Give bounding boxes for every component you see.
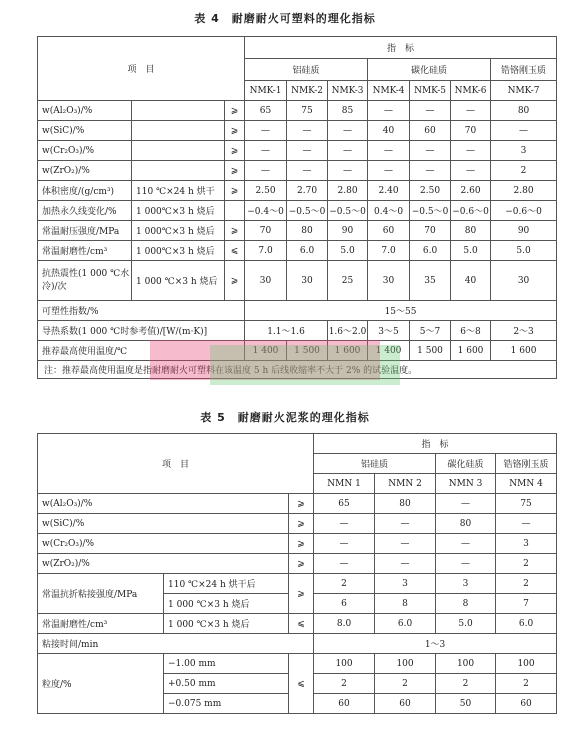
row-item: w(Al₂O₃)/% bbox=[38, 101, 132, 121]
row-value: — bbox=[436, 534, 496, 554]
table4-code: NMK-7 bbox=[491, 81, 557, 101]
row-value: 2.40 bbox=[368, 181, 410, 201]
row-symbol: ⩾ bbox=[225, 221, 245, 241]
table5-title: 表 5 耐磨耐火泥浆的理化指标 bbox=[200, 411, 370, 424]
row-value: 8 bbox=[375, 594, 436, 614]
row-item: 常温耐压强度/MPa bbox=[38, 221, 132, 241]
row-value: 3 bbox=[375, 574, 436, 594]
row-value: — bbox=[245, 121, 287, 141]
row-value: 3～5 bbox=[368, 321, 410, 341]
table-row bbox=[38, 654, 557, 674]
row-item: w(ZrO₂)/% bbox=[38, 161, 132, 181]
row-value: 5～7 bbox=[410, 321, 451, 341]
row-item: 粒度/% bbox=[38, 654, 164, 714]
table-row bbox=[38, 574, 557, 594]
row-value: 60 bbox=[314, 694, 375, 714]
row-condition bbox=[132, 161, 225, 181]
row-value: 75 bbox=[287, 101, 328, 121]
row-value: — bbox=[368, 161, 410, 181]
row-value: 6～8 bbox=[451, 321, 491, 341]
row-value: −0.6～0 bbox=[491, 201, 557, 221]
row-value: 8 bbox=[436, 594, 496, 614]
row-value: −0.6～0 bbox=[451, 201, 491, 221]
row-value: 1.6～2.0 bbox=[328, 321, 368, 341]
row-value: — bbox=[328, 161, 368, 181]
row-value: 75 bbox=[496, 494, 557, 514]
row-value: 7.0 bbox=[245, 241, 287, 261]
row-item: 常温耐磨性/cm³ bbox=[38, 241, 132, 261]
table4-code: NMK-6 bbox=[451, 81, 491, 101]
table-row bbox=[38, 554, 557, 574]
row-value: — bbox=[328, 121, 368, 141]
row-condition bbox=[132, 101, 225, 121]
row-value: 1.1～1.6 bbox=[245, 321, 328, 341]
row-value: — bbox=[368, 141, 410, 161]
row-value: 7.0 bbox=[368, 241, 410, 261]
table4-body bbox=[38, 101, 557, 261]
row-item: w(ZrO₂)/% bbox=[38, 554, 289, 574]
row-value: 1 600 bbox=[491, 341, 557, 361]
row-value: −0.4～0 bbox=[245, 201, 287, 221]
table-row bbox=[38, 614, 557, 634]
row-value: — bbox=[410, 101, 451, 121]
row-item: 推荐最高使用温度/℃ bbox=[38, 341, 245, 361]
row-value: 65 bbox=[314, 494, 375, 514]
table-row bbox=[38, 634, 557, 654]
table4-group-sic: 碳化硅质 bbox=[368, 59, 491, 81]
table4-group-zrcr: 锆铬刚玉质 bbox=[491, 59, 557, 81]
row-value: 6 bbox=[314, 594, 375, 614]
row-value: 60 bbox=[375, 694, 436, 714]
row-condition: 1 000℃×3 h 烧后 bbox=[132, 241, 225, 261]
row-item: 抗热震性(1 000 ℃水冷)/次 bbox=[38, 261, 132, 301]
row-symbol: ⩾ bbox=[289, 514, 314, 534]
table4-code: NMK-2 bbox=[287, 81, 328, 101]
row-item: 粘接时间/min bbox=[38, 634, 314, 654]
row-value: 5.0 bbox=[491, 241, 557, 261]
table4-note: 注：推荐最高使用温度是指耐磨耐火可塑料在该温度 5 h 后线收缩率不大于 2% 的试验温度。 bbox=[38, 361, 557, 379]
row-condition: 1 000 ℃×3 h 烧后 bbox=[132, 261, 225, 301]
table4-group-alsi: 铝硅质 bbox=[245, 59, 368, 81]
row-symbol: ⩾ bbox=[225, 261, 245, 301]
row-condition: 110 ℃×24 h 烘干 bbox=[132, 181, 225, 201]
row-condition: 1 000 ℃×3 h 烧后 bbox=[164, 614, 289, 634]
row-symbol: ⩽ bbox=[225, 241, 245, 261]
row-value: 2.70 bbox=[287, 181, 328, 201]
table-row bbox=[38, 241, 557, 261]
row-item: w(Cr₂O₃)/% bbox=[38, 141, 132, 161]
table5-group-alsi: 铝硅质 bbox=[314, 454, 436, 474]
row-symbol: ⩾ bbox=[225, 101, 245, 121]
row-item: 可塑性指数/% bbox=[38, 301, 245, 321]
row-value: 6.0 bbox=[496, 614, 557, 634]
row-value: — bbox=[375, 514, 436, 534]
row-value: 25 bbox=[328, 261, 368, 301]
table4-code: NMK-5 bbox=[410, 81, 451, 101]
table5-code: NMN 1 bbox=[314, 474, 375, 494]
row-value: — bbox=[451, 141, 491, 161]
table-row bbox=[38, 534, 557, 554]
row-item: 加热永久线变化/% bbox=[38, 201, 132, 221]
row-value: — bbox=[287, 161, 328, 181]
row-value: 2.60 bbox=[451, 181, 491, 201]
watermark-stamp bbox=[210, 345, 400, 385]
row-value: 50 bbox=[436, 694, 496, 714]
row-value: 2～3 bbox=[491, 321, 557, 341]
row-value: 6.0 bbox=[410, 241, 451, 261]
row-value: 65 bbox=[245, 101, 287, 121]
row-value: 7 bbox=[496, 594, 557, 614]
row-value: — bbox=[314, 514, 375, 534]
row-condition: +0.50 mm bbox=[164, 674, 289, 694]
row-value: 2 bbox=[491, 161, 557, 181]
table4-header-index: 指 标 bbox=[245, 37, 557, 59]
row-value: 35 bbox=[410, 261, 451, 301]
row-value: 1 500 bbox=[287, 341, 328, 361]
row-item: w(SiC)/% bbox=[38, 121, 132, 141]
row-symbol: ⩾ bbox=[289, 534, 314, 554]
row-value: −0.5～0 bbox=[287, 201, 328, 221]
table5-body bbox=[38, 494, 557, 574]
table5-header-index: 指 标 bbox=[314, 434, 557, 454]
table-row bbox=[38, 301, 557, 321]
row-value: 100 bbox=[496, 654, 557, 674]
row-value: 1 400 bbox=[245, 341, 287, 361]
row-symbol: ⩽ bbox=[289, 614, 314, 634]
row-value: 90 bbox=[491, 221, 557, 241]
row-value: — bbox=[245, 141, 287, 161]
row-condition: −1.00 mm bbox=[164, 654, 289, 674]
row-value: 2 bbox=[496, 674, 557, 694]
row-value: — bbox=[496, 514, 557, 534]
row-value: 60 bbox=[496, 694, 557, 714]
row-value: — bbox=[287, 121, 328, 141]
row-value: −0.5～0 bbox=[410, 201, 451, 221]
row-value: 2.80 bbox=[328, 181, 368, 201]
table5-group-sic: 碳化硅质 bbox=[436, 454, 496, 474]
table4-code: NMK-3 bbox=[328, 81, 368, 101]
row-item: w(Al₂O₃)/% bbox=[38, 494, 289, 514]
row-value: 1 600 bbox=[328, 341, 368, 361]
row-value: 2 bbox=[436, 674, 496, 694]
row-value: — bbox=[436, 494, 496, 514]
table5-code: NMN 4 bbox=[496, 474, 557, 494]
row-item: 体积密度/(g/cm³) bbox=[38, 181, 132, 201]
row-value: 1 600 bbox=[451, 341, 491, 361]
row-value: 70 bbox=[410, 221, 451, 241]
row-value: 2 bbox=[314, 574, 375, 594]
row-condition: 1 000 ℃×3 h 烧后 bbox=[164, 594, 289, 614]
row-condition: 1 000℃×3 h 烧后 bbox=[132, 201, 225, 221]
row-value: 90 bbox=[328, 221, 368, 241]
row-value: 80 bbox=[491, 101, 557, 121]
table4-title: 表 4 耐磨耐火可塑料的理化指标 bbox=[194, 12, 376, 25]
row-value: — bbox=[491, 121, 557, 141]
row-item: w(SiC)/% bbox=[38, 514, 289, 534]
table-row bbox=[38, 221, 557, 241]
row-condition bbox=[132, 141, 225, 161]
row-value: — bbox=[375, 534, 436, 554]
table-row bbox=[38, 141, 557, 161]
row-symbol: ⩽ bbox=[289, 654, 314, 714]
row-value: 30 bbox=[245, 261, 287, 301]
table5-header-item: 项 目 bbox=[38, 434, 314, 494]
row-value: 0.4～0 bbox=[368, 201, 410, 221]
table5 bbox=[37, 433, 557, 714]
row-symbol: ⩾ bbox=[289, 494, 314, 514]
row-value: 2 bbox=[314, 674, 375, 694]
row-value: 70 bbox=[451, 121, 491, 141]
table-row bbox=[38, 181, 557, 201]
table5-group-zrcr: 锆铬刚玉质 bbox=[496, 454, 557, 474]
table-row bbox=[38, 101, 557, 121]
row-value: 6.0 bbox=[287, 241, 328, 261]
row-value: 100 bbox=[375, 654, 436, 674]
table-row bbox=[38, 261, 557, 301]
row-value: 1 500 bbox=[410, 341, 451, 361]
row-value: 2.80 bbox=[491, 181, 557, 201]
table-row bbox=[38, 494, 557, 514]
row-value: 80 bbox=[436, 514, 496, 534]
row-symbol: ⩾ bbox=[289, 554, 314, 574]
row-value: 60 bbox=[410, 121, 451, 141]
table4-code: NMK-1 bbox=[245, 81, 287, 101]
table4 bbox=[37, 36, 557, 379]
row-item: 导热系数(1 000 ℃时参考值)/[W/(m·K)] bbox=[38, 321, 245, 341]
table-row bbox=[38, 121, 557, 141]
row-value: 2 bbox=[496, 574, 557, 594]
row-value: — bbox=[410, 161, 451, 181]
row-value: 2 bbox=[496, 554, 557, 574]
row-item: w(Cr₂O₃)/% bbox=[38, 534, 289, 554]
row-value: 3 bbox=[491, 141, 557, 161]
row-value: 8.0 bbox=[314, 614, 375, 634]
row-value: 80 bbox=[287, 221, 328, 241]
row-value: 80 bbox=[451, 221, 491, 241]
row-item: 常温耐磨性/cm³ bbox=[38, 614, 164, 634]
row-value: — bbox=[368, 101, 410, 121]
row-symbol: ⩾ bbox=[225, 161, 245, 181]
row-value: 100 bbox=[314, 654, 375, 674]
table-row bbox=[38, 161, 557, 181]
table5-code: NMN 2 bbox=[375, 474, 436, 494]
row-value: 80 bbox=[375, 494, 436, 514]
row-value: 1 400 bbox=[368, 341, 410, 361]
row-value: 100 bbox=[436, 654, 496, 674]
row-value: — bbox=[314, 554, 375, 574]
row-value: 5.0 bbox=[451, 241, 491, 261]
table-row bbox=[38, 321, 557, 341]
table-row bbox=[38, 201, 557, 221]
row-value: 70 bbox=[245, 221, 287, 241]
row-symbol bbox=[225, 201, 245, 221]
row-condition: −0.075 mm bbox=[164, 694, 289, 714]
row-condition: 110 ℃×24 h 烘干后 bbox=[164, 574, 289, 594]
row-value: 2.50 bbox=[410, 181, 451, 201]
row-value: — bbox=[245, 161, 287, 181]
row-value: −0.5～0 bbox=[328, 201, 368, 221]
table-row bbox=[38, 514, 557, 534]
row-value: 60 bbox=[368, 221, 410, 241]
row-symbol: ⩾ bbox=[225, 181, 245, 201]
row-condition bbox=[132, 121, 225, 141]
row-value: 5.0 bbox=[328, 241, 368, 261]
table5-code: NMN 3 bbox=[436, 474, 496, 494]
row-value: 2 bbox=[375, 674, 436, 694]
row-value: 30 bbox=[491, 261, 557, 301]
row-value: 40 bbox=[368, 121, 410, 141]
row-symbol: ⩾ bbox=[225, 141, 245, 161]
row-value: — bbox=[451, 101, 491, 121]
row-value: 2.50 bbox=[245, 181, 287, 201]
row-symbol: ⩾ bbox=[289, 574, 314, 614]
row-value: 5.0 bbox=[436, 614, 496, 634]
row-value: 15～55 bbox=[245, 301, 557, 321]
row-value: — bbox=[314, 534, 375, 554]
row-item: 常温抗折粘接强度/MPa bbox=[38, 574, 164, 614]
row-value: — bbox=[328, 141, 368, 161]
table4-code: NMK-4 bbox=[368, 81, 410, 101]
row-value: — bbox=[287, 141, 328, 161]
row-value: — bbox=[375, 554, 436, 574]
row-value: — bbox=[410, 141, 451, 161]
row-symbol: ⩾ bbox=[225, 121, 245, 141]
row-value: 3 bbox=[496, 534, 557, 554]
row-value: — bbox=[451, 161, 491, 181]
table4-header-item: 项 目 bbox=[38, 37, 245, 101]
row-value: 85 bbox=[328, 101, 368, 121]
row-value: 6.0 bbox=[375, 614, 436, 634]
row-condition: 1 000℃×3 h 烧后 bbox=[132, 221, 225, 241]
row-value: 30 bbox=[287, 261, 328, 301]
row-value: 30 bbox=[368, 261, 410, 301]
row-value: 1～3 bbox=[314, 634, 557, 654]
row-value: — bbox=[436, 554, 496, 574]
row-value: 3 bbox=[436, 574, 496, 594]
row-value: 40 bbox=[451, 261, 491, 301]
